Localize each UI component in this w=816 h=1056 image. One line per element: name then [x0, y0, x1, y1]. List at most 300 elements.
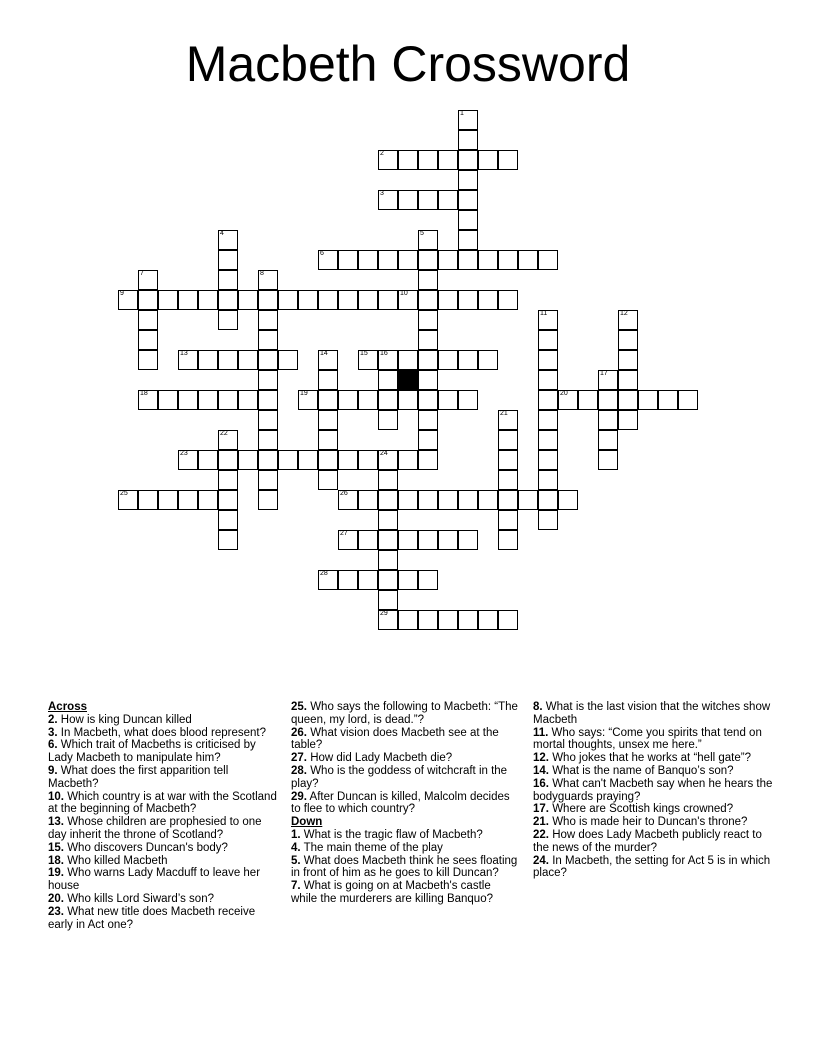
cell-number: 26: [340, 490, 348, 497]
grid-cell[interactable]: [498, 250, 518, 270]
grid-cell[interactable]: [258, 430, 278, 450]
grid-cell[interactable]: [458, 250, 478, 270]
grid-cell[interactable]: [598, 410, 618, 430]
grid-cell[interactable]: [278, 350, 298, 370]
grid-cell[interactable]: [398, 450, 418, 470]
grid-block: [398, 370, 418, 390]
clues-column-1: [48, 701, 278, 931]
grid-cell[interactable]: [318, 410, 338, 430]
grid-cell[interactable]: [618, 310, 638, 330]
grid-cell[interactable]: [378, 590, 398, 610]
grid-cell[interactable]: [218, 450, 238, 470]
page-title: Macbeth Crossword: [185, 36, 631, 92]
grid-cell[interactable]: [318, 370, 338, 390]
grid-cell[interactable]: [458, 390, 478, 410]
clue-number: 12.: [533, 752, 549, 765]
grid-cell[interactable]: [458, 530, 478, 550]
grid-cell[interactable]: [338, 490, 358, 510]
grid-cell[interactable]: [338, 390, 358, 410]
clue-number: 25.: [291, 701, 307, 713]
clue-number: 20.: [48, 892, 64, 905]
grid-cell[interactable]: [478, 350, 498, 370]
grid-cell[interactable]: [558, 490, 578, 510]
grid-cell[interactable]: [678, 390, 698, 410]
grid-cell[interactable]: [318, 470, 338, 490]
clue-text: What is the last vision that the witches show Macbeth: [533, 701, 771, 726]
clue-text: How is king Duncan killed: [57, 713, 192, 726]
cell-number: 13: [180, 350, 188, 357]
grid-cell[interactable]: [658, 390, 678, 410]
cell-number: 12: [620, 310, 628, 317]
grid-cell[interactable]: [458, 170, 478, 190]
grid-cell[interactable]: [438, 610, 458, 630]
grid-cell[interactable]: [538, 390, 558, 410]
grid-cell[interactable]: [458, 210, 478, 230]
across-clue: [48, 906, 278, 932]
grid-cell[interactable]: [258, 410, 278, 430]
down-clue: [533, 778, 773, 804]
clue-number: 7.: [291, 880, 301, 893]
grid-cell[interactable]: [478, 150, 498, 170]
grid-cell[interactable]: [318, 450, 338, 470]
grid-cell[interactable]: [418, 190, 438, 210]
grid-cell[interactable]: [238, 290, 258, 310]
grid-cell[interactable]: [378, 530, 398, 550]
cell-number: 20: [560, 390, 568, 397]
grid-cell[interactable]: [378, 490, 398, 510]
grid-cell[interactable]: [498, 510, 518, 530]
grid-cell[interactable]: [258, 310, 278, 330]
grid-cell[interactable]: [218, 250, 238, 270]
grid-cell[interactable]: [378, 550, 398, 570]
clue-text: In Macbeth, the setting for Act 5 is in which place?: [533, 854, 771, 880]
clues-column-3: [533, 701, 773, 880]
grid-cell[interactable]: [218, 430, 238, 450]
grid-cell[interactable]: [378, 350, 398, 370]
grid-cell[interactable]: [378, 610, 398, 630]
clue-text: Who warns Lady Macduff to leave her house: [48, 867, 261, 893]
grid-cell[interactable]: [398, 490, 418, 510]
cell-number: 6: [320, 250, 324, 257]
grid-cell[interactable]: [458, 150, 478, 170]
clue-text: Who discovers Duncan's body?: [64, 841, 228, 854]
grid-cell[interactable]: [538, 470, 558, 490]
across-clue: [48, 893, 278, 906]
clue-text: After Duncan is killed, Malcolm decides to flee to which country?: [291, 790, 510, 816]
cell-number: 15: [360, 350, 368, 357]
grid-cell[interactable]: [138, 290, 158, 310]
grid-cell[interactable]: [358, 490, 378, 510]
grid-cell[interactable]: [398, 150, 418, 170]
grid-cell[interactable]: [618, 350, 638, 370]
grid-cell[interactable]: [358, 250, 378, 270]
cell-number: 19: [300, 390, 308, 397]
grid-cell[interactable]: [238, 450, 258, 470]
clue-text: Who says: “Come you spirits that tend on mortal thoughts, unsex me here.”: [533, 726, 762, 752]
grid-cell[interactable]: [338, 570, 358, 590]
grid-cell[interactable]: [418, 450, 438, 470]
grid-cell[interactable]: [178, 290, 198, 310]
clue-number: 6.: [48, 739, 58, 752]
down-clue: [291, 880, 519, 906]
clue-text: Who jokes that he works at “hell gate”?: [549, 752, 751, 765]
grid-cell[interactable]: [518, 490, 538, 510]
clue-text: The main theme of the play: [300, 841, 443, 854]
cell-number: 25: [120, 490, 128, 497]
grid-cell[interactable]: [138, 310, 158, 330]
grid-cell[interactable]: [498, 450, 518, 470]
grid-cell[interactable]: [458, 230, 478, 250]
grid-cell[interactable]: [318, 430, 338, 450]
grid-cell[interactable]: [298, 290, 318, 310]
grid-cell[interactable]: [578, 390, 598, 410]
grid-cell[interactable]: [418, 310, 438, 330]
grid-cell[interactable]: [458, 350, 478, 370]
grid-cell[interactable]: [498, 150, 518, 170]
grid-cell[interactable]: [618, 410, 638, 430]
grid-cell[interactable]: [338, 530, 358, 550]
grid-cell[interactable]: [218, 390, 238, 410]
across-clue: [48, 842, 278, 855]
grid-cell[interactable]: [418, 370, 438, 390]
grid-cell[interactable]: [218, 290, 238, 310]
grid-cell[interactable]: [618, 390, 638, 410]
grid-cell[interactable]: [538, 450, 558, 470]
grid-cell[interactable]: [398, 190, 418, 210]
grid-cell[interactable]: [118, 490, 138, 510]
grid-cell[interactable]: [258, 490, 278, 510]
clue-text: What new title does Macbeth receive early in Act one?: [48, 905, 256, 931]
grid-cell[interactable]: [418, 390, 438, 410]
down-clue: [291, 842, 519, 855]
grid-cell[interactable]: [218, 350, 238, 370]
grid-cell[interactable]: [418, 290, 438, 310]
grid-cell[interactable]: [418, 230, 438, 250]
grid-cell[interactable]: [598, 370, 618, 390]
grid-cell[interactable]: [538, 250, 558, 270]
grid-cell[interactable]: [498, 410, 518, 430]
grid-cell[interactable]: [378, 250, 398, 270]
grid-cell[interactable]: [258, 350, 278, 370]
grid-cell[interactable]: [618, 370, 638, 390]
clue-number: 29.: [291, 790, 307, 803]
grid-cell[interactable]: [378, 510, 398, 530]
clue-text: Where are Scottish kings crowned?: [549, 803, 734, 816]
grid-cell[interactable]: [398, 290, 418, 310]
grid-cell[interactable]: [138, 490, 158, 510]
grid-cell[interactable]: [378, 390, 398, 410]
grid-cell[interactable]: [438, 490, 458, 510]
grid-cell[interactable]: [198, 350, 218, 370]
grid-cell[interactable]: [438, 350, 458, 370]
cell-number: 24: [380, 450, 388, 457]
grid-cell[interactable]: [258, 370, 278, 390]
grid-cell[interactable]: [358, 350, 378, 370]
grid-cell[interactable]: [158, 390, 178, 410]
grid-cell[interactable]: [438, 390, 458, 410]
clue-text: Who killed Macbeth: [64, 854, 168, 867]
grid-cell[interactable]: [498, 530, 518, 550]
clue-number: 26.: [291, 726, 307, 739]
grid-cell[interactable]: [378, 190, 398, 210]
grid-cell[interactable]: [438, 290, 458, 310]
grid-cell[interactable]: [378, 370, 398, 390]
grid-cell[interactable]: [558, 390, 578, 410]
grid-cell[interactable]: [318, 350, 338, 370]
across-clue: [48, 791, 278, 817]
cell-number: 2: [380, 150, 384, 157]
grid-cell[interactable]: [378, 470, 398, 490]
grid-cell[interactable]: [358, 290, 378, 310]
clue-number: 3.: [48, 726, 58, 739]
cell-number: 8: [260, 270, 264, 277]
grid-cell[interactable]: [338, 290, 358, 310]
grid-cell[interactable]: [398, 570, 418, 590]
grid-cell[interactable]: [318, 290, 338, 310]
grid-cell[interactable]: [198, 390, 218, 410]
grid-cell[interactable]: [538, 430, 558, 450]
grid-cell[interactable]: [138, 350, 158, 370]
cell-number: 11: [540, 310, 548, 317]
grid-cell[interactable]: [518, 250, 538, 270]
across-clue: [48, 867, 278, 893]
across-clue: [48, 739, 278, 765]
grid-cell[interactable]: [178, 350, 198, 370]
grid-cell[interactable]: [438, 530, 458, 550]
clue-number: 22.: [533, 828, 549, 841]
grid-cell[interactable]: [318, 250, 338, 270]
grid-cell[interactable]: [398, 390, 418, 410]
across-clue: [291, 727, 519, 753]
grid-cell[interactable]: [458, 110, 478, 130]
across-clue: [291, 701, 519, 727]
grid-cell[interactable]: [218, 490, 238, 510]
grid-cell[interactable]: [358, 390, 378, 410]
down-clue: [533, 701, 773, 727]
grid-cell[interactable]: [498, 490, 518, 510]
grid-cell[interactable]: [198, 290, 218, 310]
grid-cell[interactable]: [258, 330, 278, 350]
grid-cell[interactable]: [438, 250, 458, 270]
grid-cell[interactable]: [338, 250, 358, 270]
grid-cell[interactable]: [638, 390, 658, 410]
grid-cell[interactable]: [538, 490, 558, 510]
grid-cell[interactable]: [438, 190, 458, 210]
cell-number: 3: [380, 190, 384, 197]
grid-cell[interactable]: [318, 570, 338, 590]
grid-cell[interactable]: [358, 450, 378, 470]
grid-cell[interactable]: [418, 270, 438, 290]
clue-number: 18.: [48, 854, 64, 867]
grid-cell[interactable]: [258, 390, 278, 410]
grid-cell[interactable]: [358, 530, 378, 550]
grid-cell[interactable]: [398, 250, 418, 270]
grid-cell[interactable]: [118, 290, 138, 310]
down-clue: [533, 829, 773, 855]
clue-text: What does the first apparition tell Macbeth?: [48, 764, 229, 790]
cell-number: 23: [180, 450, 188, 457]
cell-number: 21: [500, 410, 508, 417]
clue-number: 4.: [291, 841, 301, 854]
clue-text: Which trait of Macbeths is criticised by Lady Macbeth to manipulate him?: [48, 739, 256, 765]
grid-cell[interactable]: [338, 450, 358, 470]
clue-number: 17.: [533, 803, 549, 816]
down-heading: Down: [291, 816, 323, 829]
grid-cell[interactable]: [538, 350, 558, 370]
down-clue: [533, 727, 773, 753]
grid-cell[interactable]: [398, 530, 418, 550]
grid-cell[interactable]: [458, 130, 478, 150]
grid-cell[interactable]: [138, 330, 158, 350]
clue-number: 23.: [48, 905, 64, 918]
cell-number: 14: [320, 350, 328, 357]
grid-cell[interactable]: [398, 610, 418, 630]
grid-cell[interactable]: [158, 490, 178, 510]
down-clue: [533, 752, 773, 765]
grid-cell[interactable]: [458, 610, 478, 630]
grid-cell[interactable]: [538, 510, 558, 530]
grid-cell[interactable]: [418, 330, 438, 350]
clues-column-2: [291, 701, 519, 906]
across-clue: [291, 752, 519, 765]
clue-number: 8.: [533, 701, 543, 713]
grid-cell[interactable]: [538, 330, 558, 350]
clue-text: What can't Macbeth say when he hears the bodyguards praying?: [533, 777, 773, 803]
grid-cell[interactable]: [498, 290, 518, 310]
clue-number: 5.: [291, 854, 301, 867]
grid-cell[interactable]: [538, 370, 558, 390]
clue-text: How did Lady Macbeth die?: [307, 752, 453, 765]
grid-cell[interactable]: [458, 490, 478, 510]
grid-cell[interactable]: [418, 430, 438, 450]
grid-cell[interactable]: [218, 230, 238, 250]
grid-cell[interactable]: [178, 390, 198, 410]
clue-number: 21.: [533, 816, 549, 829]
clue-number: 10.: [48, 790, 64, 803]
cell-number: 7: [140, 270, 144, 277]
grid-cell[interactable]: [258, 450, 278, 470]
grid-cell[interactable]: [278, 290, 298, 310]
grid-cell[interactable]: [298, 450, 318, 470]
grid-cell[interactable]: [478, 250, 498, 270]
grid-cell[interactable]: [478, 490, 498, 510]
clue-text: Which country is at war with the Scotland at the beginning of Macbeth?: [48, 790, 277, 816]
grid-cell[interactable]: [398, 350, 418, 370]
grid-cell[interactable]: [478, 610, 498, 630]
grid-cell[interactable]: [198, 450, 218, 470]
grid-cell[interactable]: [258, 270, 278, 290]
clue-text: What is the name of Banquo’s son?: [549, 764, 734, 777]
grid-cell[interactable]: [598, 430, 618, 450]
grid-cell[interactable]: [478, 290, 498, 310]
grid-cell[interactable]: [378, 570, 398, 590]
cell-number: 28: [320, 570, 328, 577]
across-heading: Across: [48, 701, 87, 713]
grid-cell[interactable]: [418, 150, 438, 170]
clue-number: 28.: [291, 764, 307, 777]
grid-cell[interactable]: [258, 470, 278, 490]
grid-cell[interactable]: [498, 430, 518, 450]
grid-cell[interactable]: [378, 410, 398, 430]
grid-cell[interactable]: [418, 610, 438, 630]
grid-cell[interactable]: [318, 390, 338, 410]
grid-cell[interactable]: [158, 290, 178, 310]
grid-cell[interactable]: [418, 570, 438, 590]
across-clue: [48, 714, 278, 727]
grid-cell[interactable]: [538, 310, 558, 330]
grid-cell[interactable]: [298, 390, 318, 410]
grid-cell[interactable]: [378, 150, 398, 170]
grid-cell[interactable]: [418, 530, 438, 550]
clue-text: Who is made heir to Duncan's throne?: [549, 816, 748, 829]
grid-cell[interactable]: [538, 410, 558, 430]
clue-number: 19.: [48, 867, 64, 880]
grid-cell[interactable]: [618, 330, 638, 350]
clue-text: Whose children are prophesied to one day inherit the throne of Scotland?: [48, 816, 262, 841]
grid-cell[interactable]: [178, 450, 198, 470]
grid-cell[interactable]: [218, 270, 238, 290]
grid-cell[interactable]: [498, 610, 518, 630]
grid-cell[interactable]: [138, 390, 158, 410]
clue-number: 15.: [48, 841, 64, 854]
grid-cell[interactable]: [218, 530, 238, 550]
grid-cell[interactable]: [258, 290, 278, 310]
cell-number: 1: [460, 110, 464, 117]
grid-cell[interactable]: [458, 290, 478, 310]
clue-number: 14.: [533, 764, 549, 777]
clue-text: Who says the following to Macbeth: “The queen, my lord, is dead.”?: [291, 701, 518, 726]
grid-cell[interactable]: [378, 450, 398, 470]
grid-cell[interactable]: [278, 450, 298, 470]
grid-cell[interactable]: [218, 470, 238, 490]
cell-number: 4: [220, 230, 224, 237]
cell-number: 5: [420, 230, 424, 237]
clue-number: 27.: [291, 752, 307, 765]
grid-cell[interactable]: [458, 190, 478, 210]
grid-cell[interactable]: [418, 350, 438, 370]
grid-cell[interactable]: [238, 350, 258, 370]
clue-number: 11.: [533, 726, 549, 739]
grid-cell[interactable]: [418, 410, 438, 430]
grid-cell[interactable]: [418, 490, 438, 510]
cell-number: 27: [340, 530, 348, 537]
clue-number: 24.: [533, 854, 549, 867]
grid-cell[interactable]: [378, 290, 398, 310]
grid-cell[interactable]: [438, 150, 458, 170]
down-clue: [291, 855, 519, 881]
grid-cell[interactable]: [218, 510, 238, 530]
cell-number: 16: [380, 350, 388, 357]
grid-cell[interactable]: [198, 490, 218, 510]
grid-cell[interactable]: [358, 570, 378, 590]
across-clue: [48, 765, 278, 791]
clue-number: 2.: [48, 713, 58, 726]
grid-cell[interactable]: [418, 250, 438, 270]
grid-cell[interactable]: [598, 450, 618, 470]
grid-cell[interactable]: [178, 490, 198, 510]
grid-cell[interactable]: [218, 310, 238, 330]
clue-number: 16.: [533, 777, 549, 790]
across-clue: [48, 727, 278, 740]
grid-cell[interactable]: [498, 470, 518, 490]
clue-number: 13.: [48, 816, 64, 829]
cell-number: 17: [600, 370, 608, 377]
clue-text: In Macbeth, what does blood represent?: [57, 726, 267, 739]
grid-cell[interactable]: [138, 270, 158, 290]
grid-cell[interactable]: [598, 390, 618, 410]
grid-cell[interactable]: [238, 390, 258, 410]
down-clue: [291, 829, 519, 842]
